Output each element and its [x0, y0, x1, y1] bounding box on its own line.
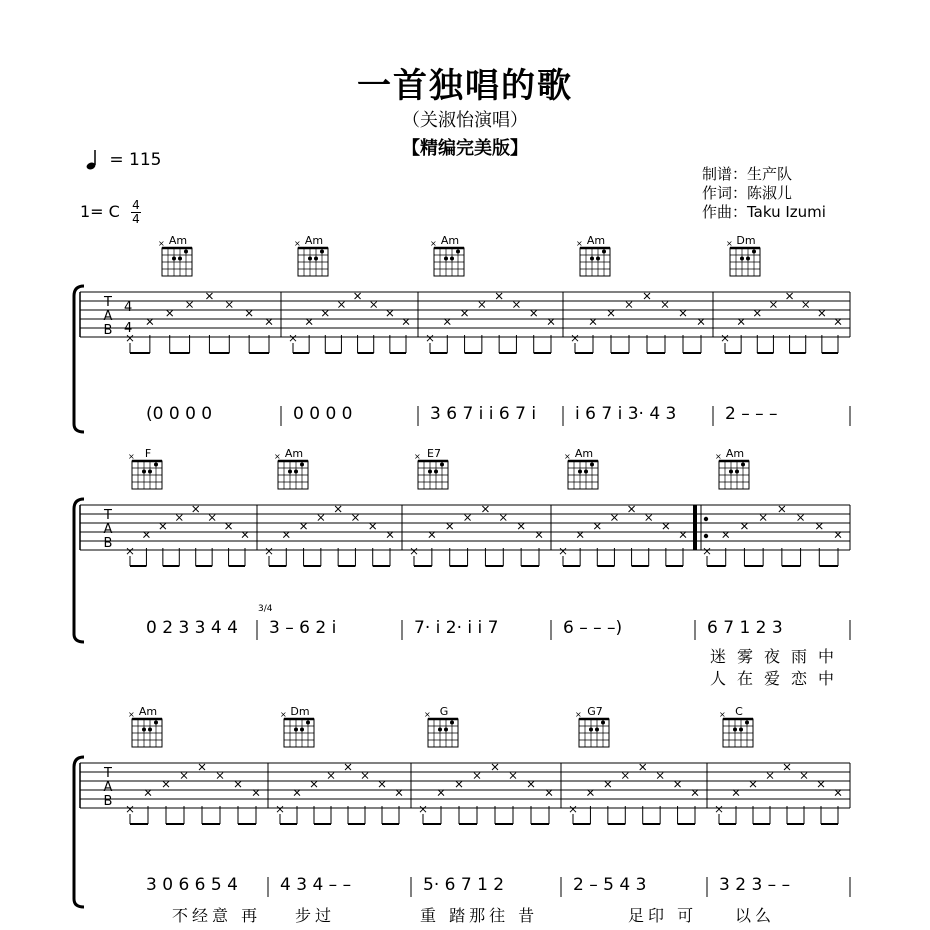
chord-name-label: Dm [290, 705, 310, 718]
repeat-dot [704, 517, 708, 521]
lyric-line-verse2: 人在爱恋中 [710, 669, 846, 688]
chord-name-label: Am [168, 234, 188, 247]
chord-finger-dot [440, 463, 444, 467]
chord-finger-dot [596, 257, 600, 261]
chord-finger-dot [428, 470, 432, 474]
chord-finger-dot [288, 470, 292, 474]
chord-finger-dot [308, 257, 312, 261]
chord-finger-dot [601, 721, 605, 725]
credit-lyricist: 作词：陈淑儿 [702, 184, 793, 202]
chord-mute-marks: × [158, 239, 165, 248]
chord-finger-dot [434, 470, 438, 474]
chord-mute-marks: × [719, 710, 726, 719]
jianpu-measure: 6 7 1 2 3 [707, 618, 783, 638]
jianpu-measure: 3 – 6 2 i [269, 618, 337, 638]
chord-finger-dot [444, 728, 448, 732]
tempo-value: = 115 [109, 150, 162, 170]
jianpu-measure: i 6 7 i 3· 4 3 [575, 404, 677, 424]
chord-mute-marks: × [294, 239, 301, 248]
time-sig-top: 4 [132, 198, 140, 212]
chord-finger-dot [733, 728, 737, 732]
chord-mute-marks: × [564, 452, 571, 461]
lyric-line-verse1: 迷雾夜雨中 [710, 647, 846, 666]
chord-finger-dot [450, 721, 454, 725]
chord-mute-marks: × [414, 452, 421, 461]
tab-clef-letter: T [104, 508, 112, 523]
chord-finger-dot [314, 257, 318, 261]
chord-finger-dot [154, 463, 158, 467]
chord-finger-dot [300, 728, 304, 732]
chord-finger-dot [739, 728, 743, 732]
jianpu-measure: 2 – 5 4 3 [573, 875, 647, 895]
chord-name-label: Am [725, 447, 745, 460]
jianpu-measure: 3 2 3 – – [719, 875, 791, 895]
tab-clef-letter: A [103, 780, 113, 795]
jianpu-measure: 4 3 4 – – [280, 875, 352, 895]
chord-name-label: F [144, 447, 152, 460]
lyric-line-verse1: 以么 [735, 906, 776, 925]
credit-composer: 作曲：Taku Izumi [702, 203, 826, 221]
meter-change-mark: 3/4 [258, 604, 273, 614]
chord-mute-marks: × [430, 239, 437, 248]
chord-finger-dot [294, 728, 298, 732]
jianpu-measure: 7· i 2· i i 7 [414, 618, 499, 638]
chord-finger-dot [450, 257, 454, 261]
lyric-line-verse1: 不经意 再 [172, 906, 262, 925]
jianpu-measure: 2 – – – [725, 404, 778, 424]
chord-finger-dot [584, 470, 588, 474]
chord-finger-dot [148, 470, 152, 474]
tab-clef-letter: A [103, 309, 113, 324]
jianpu-measure: 0 2 3 3 4 4 [146, 618, 238, 638]
jianpu-measure: (0 0 0 0 [146, 404, 213, 424]
chord-finger-dot [142, 728, 146, 732]
chord-mute-marks: × [715, 452, 722, 461]
chord-finger-dot [444, 257, 448, 261]
tab-time-sig-top: 4 [124, 300, 133, 315]
tab-clef-letter: T [104, 295, 112, 310]
jianpu-measure: 5· 6 7 1 2 [423, 875, 505, 895]
chord-finger-dot [729, 470, 733, 474]
song-subtitle: （关淑怡演唱） [402, 110, 528, 131]
edition-label: 【精编完美版】 [402, 138, 528, 159]
chord-name-label: Am [304, 234, 324, 247]
chord-finger-dot [320, 250, 324, 254]
chord-mute-marks: × [274, 452, 281, 461]
chord-finger-dot [578, 470, 582, 474]
tab-clef-letter: T [104, 766, 112, 781]
lyric-line-verse1: 重 踏那往 昔 [420, 906, 539, 925]
chord-mute-marks: × [576, 239, 583, 248]
chord-finger-dot [595, 728, 599, 732]
chord-finger-dot [735, 470, 739, 474]
chord-name-label: C [735, 705, 743, 718]
chord-finger-dot [740, 257, 744, 261]
chord-name-label: G7 [587, 705, 603, 718]
tab-time-sig-bottom: 4 [124, 321, 133, 336]
chord-finger-dot [741, 463, 745, 467]
jianpu-measure: 3 0 6 6 5 4 [146, 875, 238, 895]
lyric-line-verse1: 足印 可 [628, 906, 698, 925]
chord-finger-dot [178, 257, 182, 261]
chord-finger-dot [438, 728, 442, 732]
time-sig-bottom: 4 [132, 212, 140, 226]
chord-mute-marks: × [128, 452, 135, 461]
chord-finger-dot [456, 250, 460, 254]
lyric-line-verse1: 步过 [295, 906, 336, 925]
chord-finger-dot [306, 721, 310, 725]
key-label: 1= C [80, 202, 120, 221]
chord-finger-dot [294, 470, 298, 474]
song-title: 一首独唱的歌 [357, 66, 573, 106]
chord-mute-marks: × [128, 710, 135, 719]
tab-clef-letter: B [103, 536, 113, 551]
chord-name-label: Am [138, 705, 158, 718]
chord-name-label: Am [586, 234, 606, 247]
chord-finger-dot [148, 728, 152, 732]
tab-clef-letter: B [103, 794, 113, 809]
chord-finger-dot [154, 721, 158, 725]
chord-finger-dot [752, 250, 756, 254]
credit-arranger: 制谱：生产队 [702, 165, 793, 183]
chord-finger-dot [590, 463, 594, 467]
tab-clef-letter: A [103, 522, 113, 537]
tab-clef-letter: B [103, 323, 113, 338]
jianpu-measure: 6 – – –) [563, 618, 623, 638]
chord-name-label: Dm [736, 234, 756, 247]
chord-finger-dot [142, 470, 146, 474]
chord-name-label: Am [284, 447, 304, 460]
repeat-dot [704, 534, 708, 538]
chord-finger-dot [300, 463, 304, 467]
chord-finger-dot [746, 257, 750, 261]
jianpu-measure: 0 0 0 0 [293, 404, 353, 424]
chord-mute-marks: × [424, 710, 431, 719]
chord-mute-marks: × [575, 710, 582, 719]
chord-finger-dot [602, 250, 606, 254]
chord-name-label: G [439, 705, 449, 718]
jianpu-measure: 3 6 7 i i 6 7 i [430, 404, 537, 424]
chord-finger-dot [172, 257, 176, 261]
chord-finger-dot [745, 721, 749, 725]
chord-finger-dot [589, 728, 593, 732]
chord-name-label: Am [574, 447, 594, 460]
chord-name-label: Am [440, 234, 460, 247]
chord-mute-marks: × [726, 239, 733, 248]
chord-name-label: E7 [427, 447, 441, 460]
chord-finger-dot [184, 250, 188, 254]
chord-finger-dot [590, 257, 594, 261]
chord-mute-marks: × [280, 710, 287, 719]
